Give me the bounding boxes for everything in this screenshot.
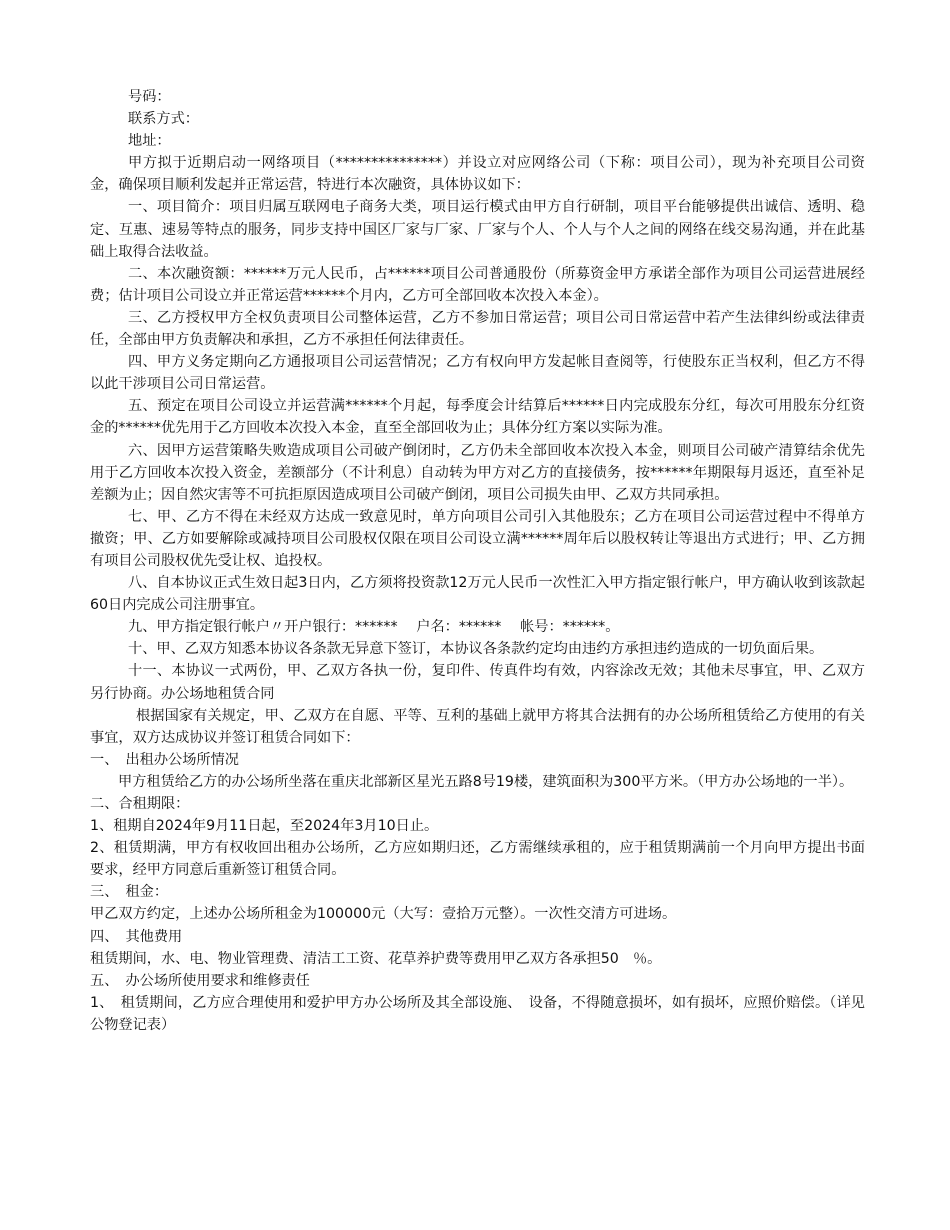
- lease-section-2-heading: 二、合租期限：: [90, 796, 190, 812]
- clause-9-bank-account: 九、甲方指定银行帐户〃开户银行：****** 户名：****** 帐号：******。: [128, 619, 620, 636]
- clause-6-bankruptcy: 六、因甲方运营策略失败造成项目公司破产倒闭时，乙方仍未全部回收本次投入本金，则项目公司破产清算结余优先用于乙方回收本次投入资金，差额部分（不计利息）自动转为甲方对乙方的直接债务，按******年期限每月返还，直至补足差额为止；因自然灾害等不可抗拒原因造成项目公司破产倒闭，项目公司损失由甲、乙双方共同承担。: [90, 442, 865, 503]
- clause-4-reporting: 四、甲方义务定期向乙方通报项目公司运营情况；乙方有权向甲方发起帐目查阅等，行使股东正当权利，但乙方不得以此干涉项目公司日常运营。: [90, 354, 865, 393]
- lease-section-3-heading: 三、 租金：: [90, 884, 169, 901]
- lease-section-4-heading: 四、 其他费用: [90, 928, 183, 945]
- lease-section-5-heading: 五、 办公场所使用要求和维修责任: [90, 972, 310, 989]
- lease-section-5-item-1: 1、 租赁期间，乙方应合理使用和爱护甲方办公场所及其全部设施、 设备，不得随意损坏，如有损坏，应照价赔偿。（详见公物登记表）: [90, 994, 865, 1033]
- lease-section-4-body: 租赁期间，水、电、物业管理费、清洁工工资、花草养护费等费用甲乙双方各承担50 ％。: [90, 950, 662, 967]
- lease-section-3-body: 甲乙双方约定，上述办公场所租金为100000元（大写：壹拾万元整）。一次性交清方可进场。: [90, 906, 677, 923]
- lease-section-2-item-2: 2、租赁期满，甲方有权收回出租办公场所，乙方应如期归还，乙方需继续承租的，应于租赁期满前一个月向甲方提出书面要求，经甲方同意后重新签订租赁合同。: [90, 840, 865, 879]
- clause-3-authorization: 三、乙方授权甲方全权负责项目公司整体运营，乙方不参加日常运营；项目公司日常运营中若产生法律纠纷或法律责任，全部由甲方负责解决和承担，乙方不承担任何法律责任。: [90, 309, 865, 349]
- address-label: 地址：: [128, 133, 171, 150]
- clause-5-dividends: 五、预定在项目公司设立并运营满******个月起，每季度会计结算后******日内完成股东分红，每次可用股东分红资金的******优先用于乙方回收本次投入本金，直至全部回收为止；具体分红方案以实际为准。: [90, 398, 865, 437]
- clause-8-payment: 八、自本协议正式生效日起3日内，乙方须将投资款12万元人民币一次性汇入甲方指定银行帐户，甲方确认收到该款起60日内完成公司注册事宜。: [90, 575, 865, 614]
- clause-7-shareholders: 七、甲、乙方不得在未经双方达成一致意见时，单方向项目公司引入其他股东；乙方在项目公司运营过程中不得单方撤资；甲、乙方如要解除或减持项目公司股权仅限在项目公司设立满******周年后以股权转让等退出方式进行；甲、乙方拥有项目公司股权优先受让权、追投权。: [90, 508, 865, 569]
- contact-number-label: 号码：: [128, 89, 171, 105]
- lease-section-1-body: 甲方租赁给乙方的办公场所坐落在重庆北部新区星光五路8号19楼，建筑面积为300平方米。（甲方办公场地的一半）。: [118, 773, 854, 790]
- lease-section-2-item-1: 1、租期自2024年9月11日起，至2024年3月10日止。: [90, 818, 439, 835]
- lease-intro-paragraph: 根据国家有关规定，甲、乙双方在自愿、平等、互利的基础上就甲方将其合法拥有的办公场所租赁给乙方使用的有关事宜，双方达成协议并签订租赁合同如下：: [90, 707, 865, 746]
- clause-1-project-intro: 一、项目简介：项目归属互联网电子商务大类，项目运行模式由甲方自行研制，项目平台能够提供出诚信、透明、稳定、互惠、速易等特点的服务，同步支持中国区厂家与厂家、厂家与个人、个人与个人之间的网络在线交易沟通，并在此基础上取得合法收益。: [90, 199, 865, 260]
- lease-section-1-heading: 一、 出租办公场所情况: [90, 751, 239, 768]
- intro-paragraph: 甲方拟于近期启动一网络项目（***************）并设立对应网络公司（下称：项目公司），现为补充项目公司资金，确保项目顺利发起并正常运营，特进行本次融资，具体协议如下：: [90, 155, 865, 194]
- clause-11-copies: 十一、本协议一式两份，甲、乙双方各执一份，复印件、传真件均有效，内容涂改无效；其他未尽事宜，甲、乙双方另行协商。办公场地租赁合同: [90, 663, 865, 702]
- clause-2-financing-amount: 二、本次融资额：******万元人民币，占******项目公司普通股份（所募资金甲方承诺全部作为项目公司运营进展经费；估计项目公司设立并正常运营******个月内，乙方可全部回收本次投入本金）。: [90, 265, 865, 304]
- contact-method-label: 联系方式：: [128, 111, 199, 128]
- clause-10-liability: 十、甲、乙双方知悉本协议各条款无异意下签订，本协议各条款约定均由违约方承担违约造成的一切负面后果。: [128, 641, 824, 658]
